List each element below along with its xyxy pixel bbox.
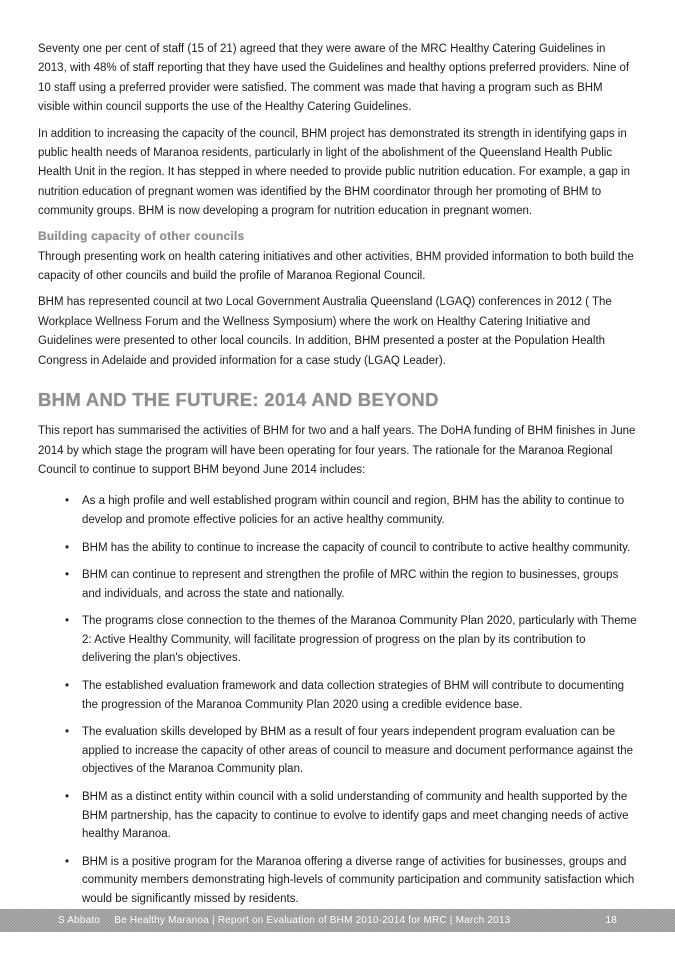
paragraph-lgaq-conferences: BHM has represented council at two Local Government Australia Queensland (LGAQ) conferences in 2012 ( The Workplace Wellness Forum and the Wellness Symposium) where the work on Healthy Catering Initiative and Guidelines were presented to other local councils. In addition, BHM presented a poster at the Population Health Congress in Adelaide and provided information for a case study (LGAQ Leader).: [38, 296, 612, 367]
bullet-item: [65, 723, 637, 779]
bullet-icon: •: [65, 541, 70, 554]
section-heading-bhm-future: BHM AND THE FUTURE: 2014 AND BEYOND: [38, 389, 439, 411]
paragraph-staff-catering: Seventy one per cent of staff (15 of 21) agreed that they were aware of the MRC Healthy Catering Guidelines in 2013, with 48% of staff reporting that they have used the Guidelines and healthy options preferred providers. Nine of 10 staff using a preferred provider were satisfied. The comment was made that having a program such as BHM visible within council supports the use of the Healthy Catering Guidelines.: [38, 43, 630, 114]
bullet-icon: •: [65, 569, 70, 582]
paragraph-presenting-work: Through presenting work on health catering initiatives and other activities, BHM provided information to both build the capacity of other councils and build the profile of Maranoa Regional Council.: [38, 250, 634, 283]
bullet-icon: •: [65, 726, 70, 739]
rationale-bullet-list: [38, 492, 637, 908]
bullet-icon: •: [65, 680, 70, 693]
bullet-item: [65, 492, 637, 529]
bullet-item-text: BHM as a distinct entity within council with a solid understanding of community and health supported by the BHM partnership, has the capacity to continue to evolve to identify gaps and meet changing needs of active healthy Maranoa.: [82, 791, 629, 841]
bullet-item: [65, 788, 637, 844]
footer-bar: [0, 909, 675, 932]
bullet-icon: •: [65, 855, 70, 868]
bullet-item: [65, 853, 637, 909]
bullet-item: [65, 612, 637, 668]
bullet-item: [65, 539, 637, 558]
bullet-item-text: As a high profile and well established program within council and region, BHM has the ability to continue to develop and promote effective policies for an active healthy community.: [82, 495, 625, 526]
bullet-item-text: The evaluation skills developed by BHM as a result of four years independent program evaluation can be applied to increase the capacity of other areas of council to measure and document performance against the objectives of the Maranoa Community plan.: [82, 726, 634, 776]
bullet-item-text: BHM has the ability to continue to increase the capacity of council to contribute to active healthy community.: [82, 541, 631, 554]
bullet-item-text: BHM can continue to represent and strengthen the profile of MRC within the region to businesses, groups and individuals, and across the state and nationally.: [82, 569, 619, 600]
paragraph-council-capacity: In addition to increasing the capacity of the council, BHM project has demonstrated its strength in identifying gaps in public health needs of Maranoa residents, particularly in light of the abolishment of the Queensland Health Public Health Unit in the region. It has stepped in where needed to provide public nutrition education. For example, a gap in nutrition education of pregnant women was identified by the BHM coordinator through her promoting of BHM to community groups. BHM is now developing a program for nutrition education in pregnant women.: [38, 127, 630, 218]
bullet-icon: •: [65, 615, 70, 628]
paragraph-future-lead: This report has summarised the activities of BHM for two and a half years. The DoHA funding of BHM finishes in June 2014 by which stage the program will have been operating for four years. The rationale for the Maranoa Regional Council to continue to support BHM beyond June 2014 includes:: [38, 425, 636, 476]
footer-author: S Abbato: [58, 915, 101, 926]
bullet-item: [65, 566, 637, 603]
footer-page-number: 18: [605, 915, 617, 926]
bullet-item-text: The programs close connection to the themes of the Maranoa Community Plan 2020, particularly with Theme 2: Active Healthy Community, will facilitate progression of progress on the plan by its contribution to delivering the plan's objectives.: [82, 615, 637, 665]
bullet-item: [65, 677, 637, 714]
bullet-item-text: BHM is a positive program for the Maranoa offering a diverse range of activities for businesses, groups and community members demonstrating high-levels of community participation and community satisfaction which would be significantly missed by residents.: [82, 855, 635, 905]
subsection-heading-building-capacity: Building capacity of other councils: [38, 228, 245, 243]
footer-doc-info: Be Healthy Maranoa | Report on Evaluation of BHM 2010-2014 for MRC | March 2013: [114, 915, 511, 926]
bullet-icon: •: [65, 495, 70, 508]
bullet-icon: •: [65, 791, 70, 804]
bullet-item-text: The established evaluation framework and data collection strategies of BHM will contribute to documenting the progression of the Maranoa Community Plan 2020 using a credible evidence base.: [82, 680, 625, 711]
